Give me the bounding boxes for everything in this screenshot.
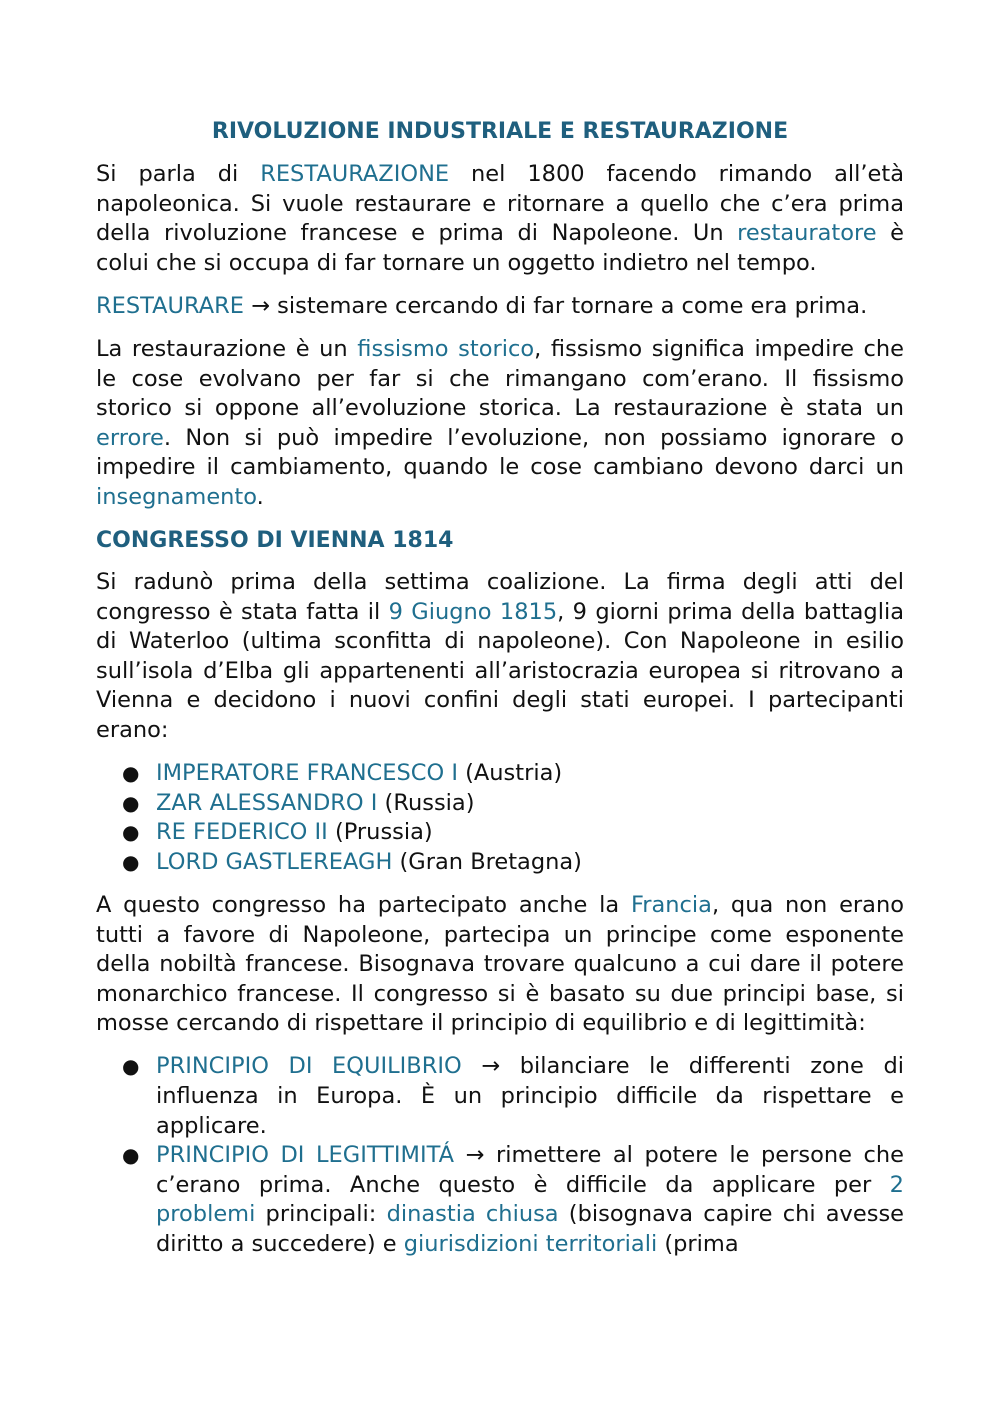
list-item xyxy=(96,1141,904,1259)
text: , 9 giorni prima della battaglia di Waterloo (ultima sconfitta di napoleone). Con Napoleone in esilio sull’isola d’Elba gli appartenenti all’aristocrazia europea si ritrovano a Vienna e decidono i nuovi confini degli stati europei. I partecipanti erano: xyxy=(96,598,905,743)
text: è colui che si occupa di far tornare un oggetto indietro nel tempo. xyxy=(96,220,904,276)
text: , fissismo significa impedire che le cose evolvano per far si che rimangano com’erano. Il fissismo storico si oppone all’evoluzione storica. La restaurazione è stata un xyxy=(96,335,904,422)
text: rimettere al potere le persone che c’erano prima. Anche questo è difficile da applicare per xyxy=(156,1142,904,1198)
text: La restaurazione è un xyxy=(96,335,358,362)
text: (prima xyxy=(657,1231,739,1257)
document-title: RIVOLUZIONE INDUSTRIALE E RESTAURAZIONE xyxy=(211,119,789,144)
participant-country: (Gran Bretagna) xyxy=(392,848,582,875)
highlight-principio-legittimita: PRINCIPIO DI LEGITTIMITÁ xyxy=(156,1142,454,1169)
paragraph-restaurare-definition xyxy=(96,292,904,322)
text: . Non si può impedire l’evoluzione, non possiamo ignorare o impedire il cambiamento, quando le cose cambiano devono darci un xyxy=(96,424,904,481)
participant-country: (Prussia) xyxy=(327,819,433,846)
participant-name: IMPERATORE FRANCESCO I xyxy=(156,760,458,787)
highlight-errore: errore xyxy=(96,424,164,451)
list-item xyxy=(96,818,904,848)
highlight-restauratore: restauratore xyxy=(737,220,877,247)
text: sistemare cercando di far tornare a come era prima. xyxy=(277,292,868,319)
text: . xyxy=(256,483,264,510)
highlight-principio-equilibrio: PRINCIPIO DI EQUILIBRIO xyxy=(156,1053,462,1080)
highlight-dinastia-chiusa: dinastia chiusa xyxy=(386,1201,559,1228)
highlight-restaurazione: RESTAURAZIONE xyxy=(260,161,450,187)
highlight-date: 9 Giugno 1815 xyxy=(388,598,558,625)
paragraph-congresso xyxy=(96,568,904,746)
participant-name: LORD GASTLEREAGH xyxy=(156,848,393,875)
list-item xyxy=(96,848,904,878)
text: Si parla di xyxy=(96,161,261,187)
paragraph-restaurazione xyxy=(96,160,904,278)
paragraph-fissismo xyxy=(96,335,904,513)
paragraph-francia xyxy=(96,891,904,1039)
participant-country: (Austria) xyxy=(457,760,563,787)
text: , qua non erano tutti a favore di Napoleone, partecipa un principe come esponente della nobiltà francese. Bisognava trovare qualcuno a cui dare il potere monarchico francese. Il congresso si è basato su due principi base, si mosse cercando di rispettare il principio di equilibrio e di legittimità: xyxy=(96,891,904,1037)
list-item xyxy=(96,1052,904,1141)
text: bilanciare le differenti zone di influenza in Europa. È un principio difficile da rispettare e applicare. xyxy=(156,1053,904,1139)
arrow-icon: → xyxy=(454,1142,496,1169)
list-item xyxy=(96,759,904,789)
arrow-icon: → xyxy=(461,1053,520,1080)
principles-list xyxy=(96,1052,904,1259)
text: (bisognava capire chi avesse diritto a succedere) e xyxy=(156,1201,905,1257)
highlight-restaurare: RESTAURARE xyxy=(96,292,244,319)
text: Si radunò prima della settima coalizione. La firma degli atti del congresso è stata fatta il xyxy=(96,569,904,625)
participant-country: (Russia) xyxy=(377,789,475,816)
bullet-icon: ● xyxy=(122,790,140,815)
highlight-giurisdizioni-territoriali: giurisdizioni territoriali xyxy=(403,1231,658,1257)
bullet-icon: ● xyxy=(122,1054,140,1079)
bullet-icon: ● xyxy=(122,849,140,874)
document-page xyxy=(96,116,904,1273)
bullet-icon: ● xyxy=(122,761,140,786)
section-heading-congresso: CONGRESSO DI VIENNA 1814 xyxy=(96,528,454,554)
participant-name: ZAR ALESSANDRO I xyxy=(156,789,378,816)
highlight-2-problemi: 2 problemi xyxy=(156,1171,904,1228)
highlight-insegnamento: insegnamento xyxy=(96,483,257,510)
bullet-icon: ● xyxy=(122,1143,140,1168)
arrow-icon: → xyxy=(243,292,278,319)
bullet-icon: ● xyxy=(122,820,140,845)
highlight-francia: Francia xyxy=(630,891,712,918)
participants-list xyxy=(96,759,904,877)
text: principali: xyxy=(255,1201,387,1228)
participant-name: RE FEDERICO II xyxy=(156,819,328,846)
text: nel 1800 facendo rimando all’età napoleonica. Si vuole restaurare e ritornare a quello che c’era prima della rivoluzione francese e prima di Napoleone. Un xyxy=(96,161,904,247)
text: A questo congresso ha partecipato anche la xyxy=(96,891,631,918)
highlight-fissismo-storico: fissismo storico xyxy=(357,335,535,362)
list-item xyxy=(96,789,904,819)
